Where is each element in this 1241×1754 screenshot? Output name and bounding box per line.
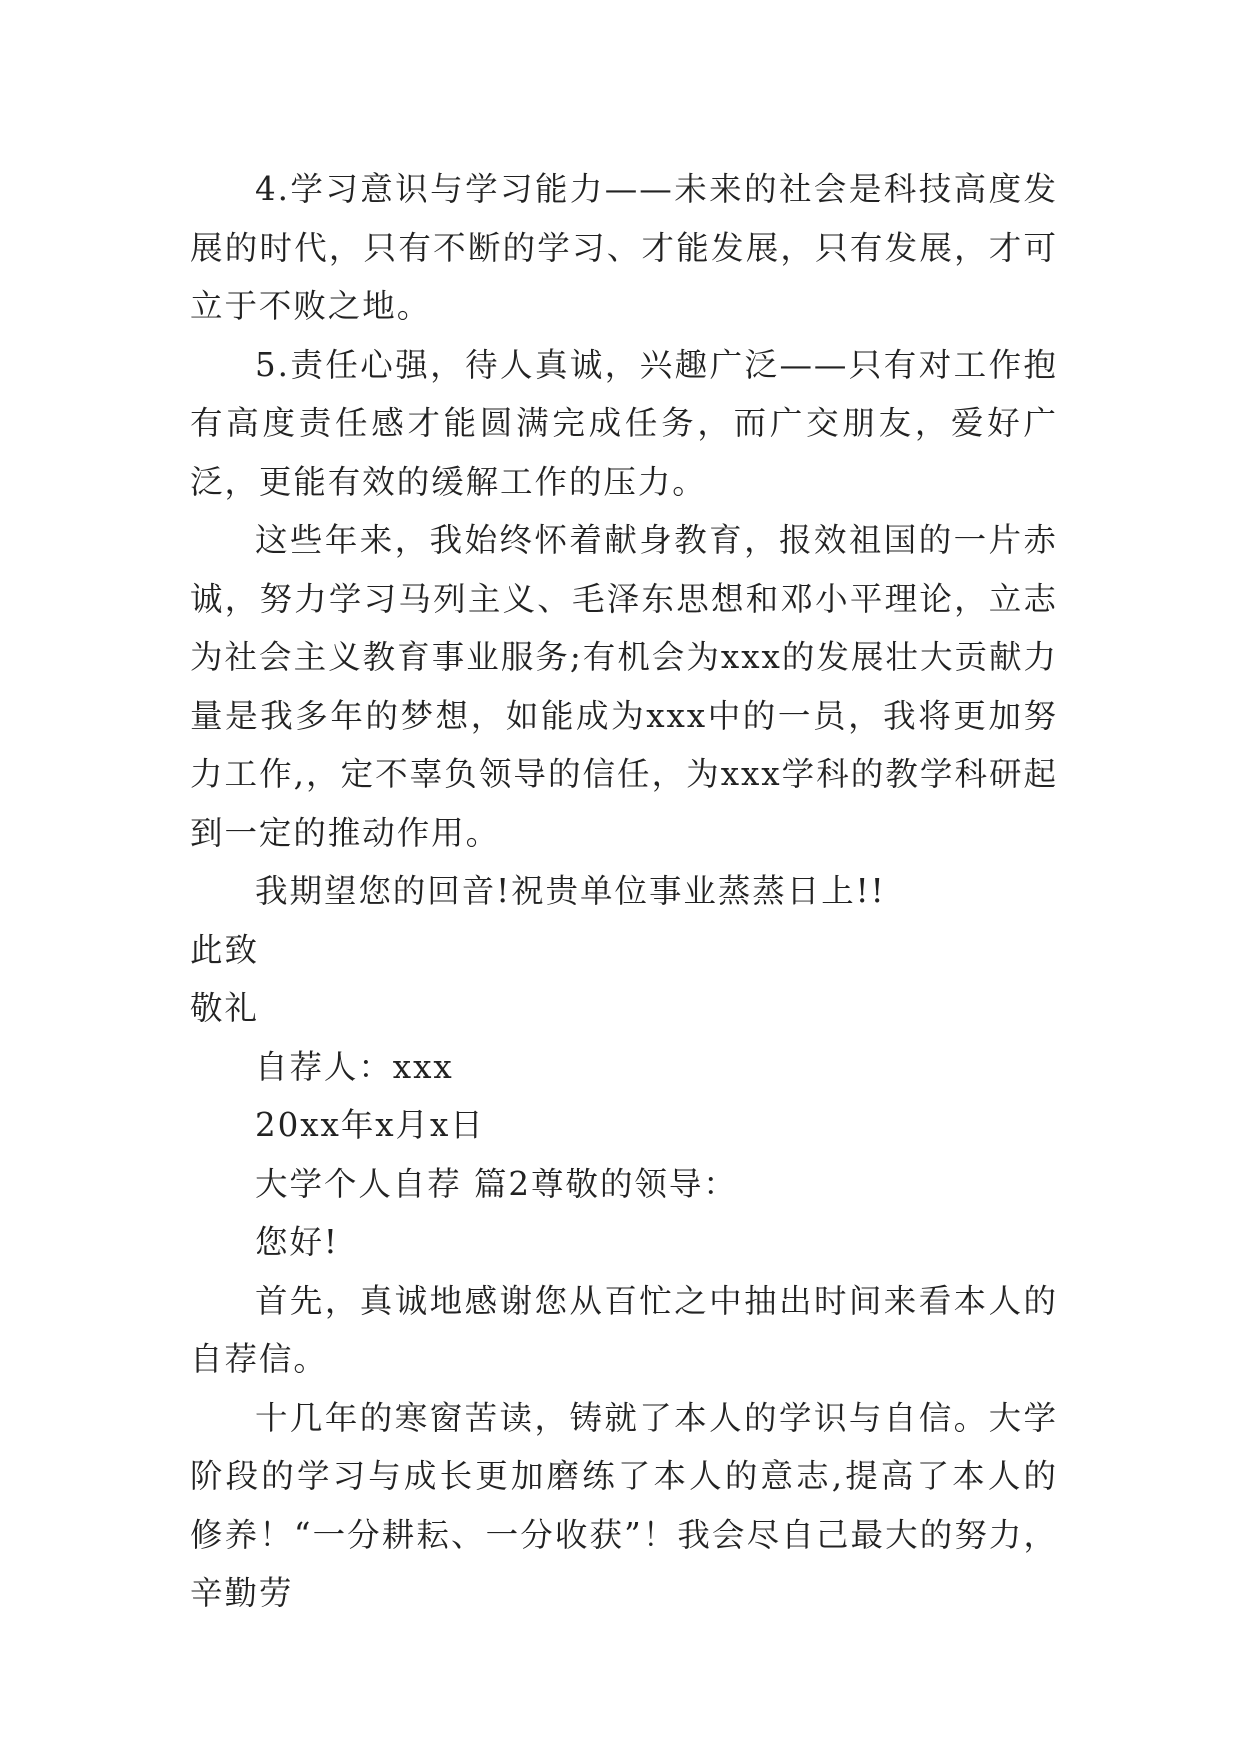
paragraph-learning-ability: 4.学习意识与学习能力——未来的社会是科技高度发展的时代，只有不断的学习、才能发展，只有发展，才可立于不败之地。: [190, 170, 1058, 325]
section-heading-letter-2: 大学个人自荐 篇2尊敬的领导：: [255, 1164, 738, 1203]
signature-date: 20xx年x月x日: [255, 1106, 485, 1144]
paragraph-responsibility: 5.责任心强，待人真诚，兴趣广泛——只有对工作抱有高度责任感才能圆满完成任务，而广交朋友，爱好广泛，更能有效的缓解工作的压力。: [190, 345, 1058, 501]
paragraph-closing-wish: 我期望您的回音!祝贵单位事业蒸蒸日上!!: [255, 872, 886, 910]
signature-name: 自荐人：xxx: [255, 1047, 454, 1086]
paragraph-thanks: 首先，真诚地感谢您从百忙之中抽出时间来看本人的自荐信。: [190, 1281, 1058, 1378]
salutation-cizhi: 此致: [190, 930, 259, 969]
paragraph-aspiration: 这些年来，我始终怀着献身教育，报效祖国的一片赤诚，努力学习马列主义、毛泽东思想和邓小平理论，立志为社会主义教育事业服务;有机会为xxx的发展壮大贡献力量是我多年的梦想，如能成为xxx中的一员，我将更加努力工作,，定不辜负领导的信任，为xxx学科的教学科研起到一定的推动作用。: [190, 521, 1058, 852]
paragraph-study-years: 十几年的寒窗苦读，铸就了本人的学识与自信。大学阶段的学习与成长更加磨练了本人的意志,提高了本人的修养！“一分耕耘、一分收获”！我会尽自己最大的努力，辛勤劳: [190, 1398, 1058, 1612]
salutation-jingli: 敬礼: [190, 989, 259, 1027]
greeting: 您好!: [255, 1223, 339, 1261]
document-body: [190, 160, 1058, 1623]
